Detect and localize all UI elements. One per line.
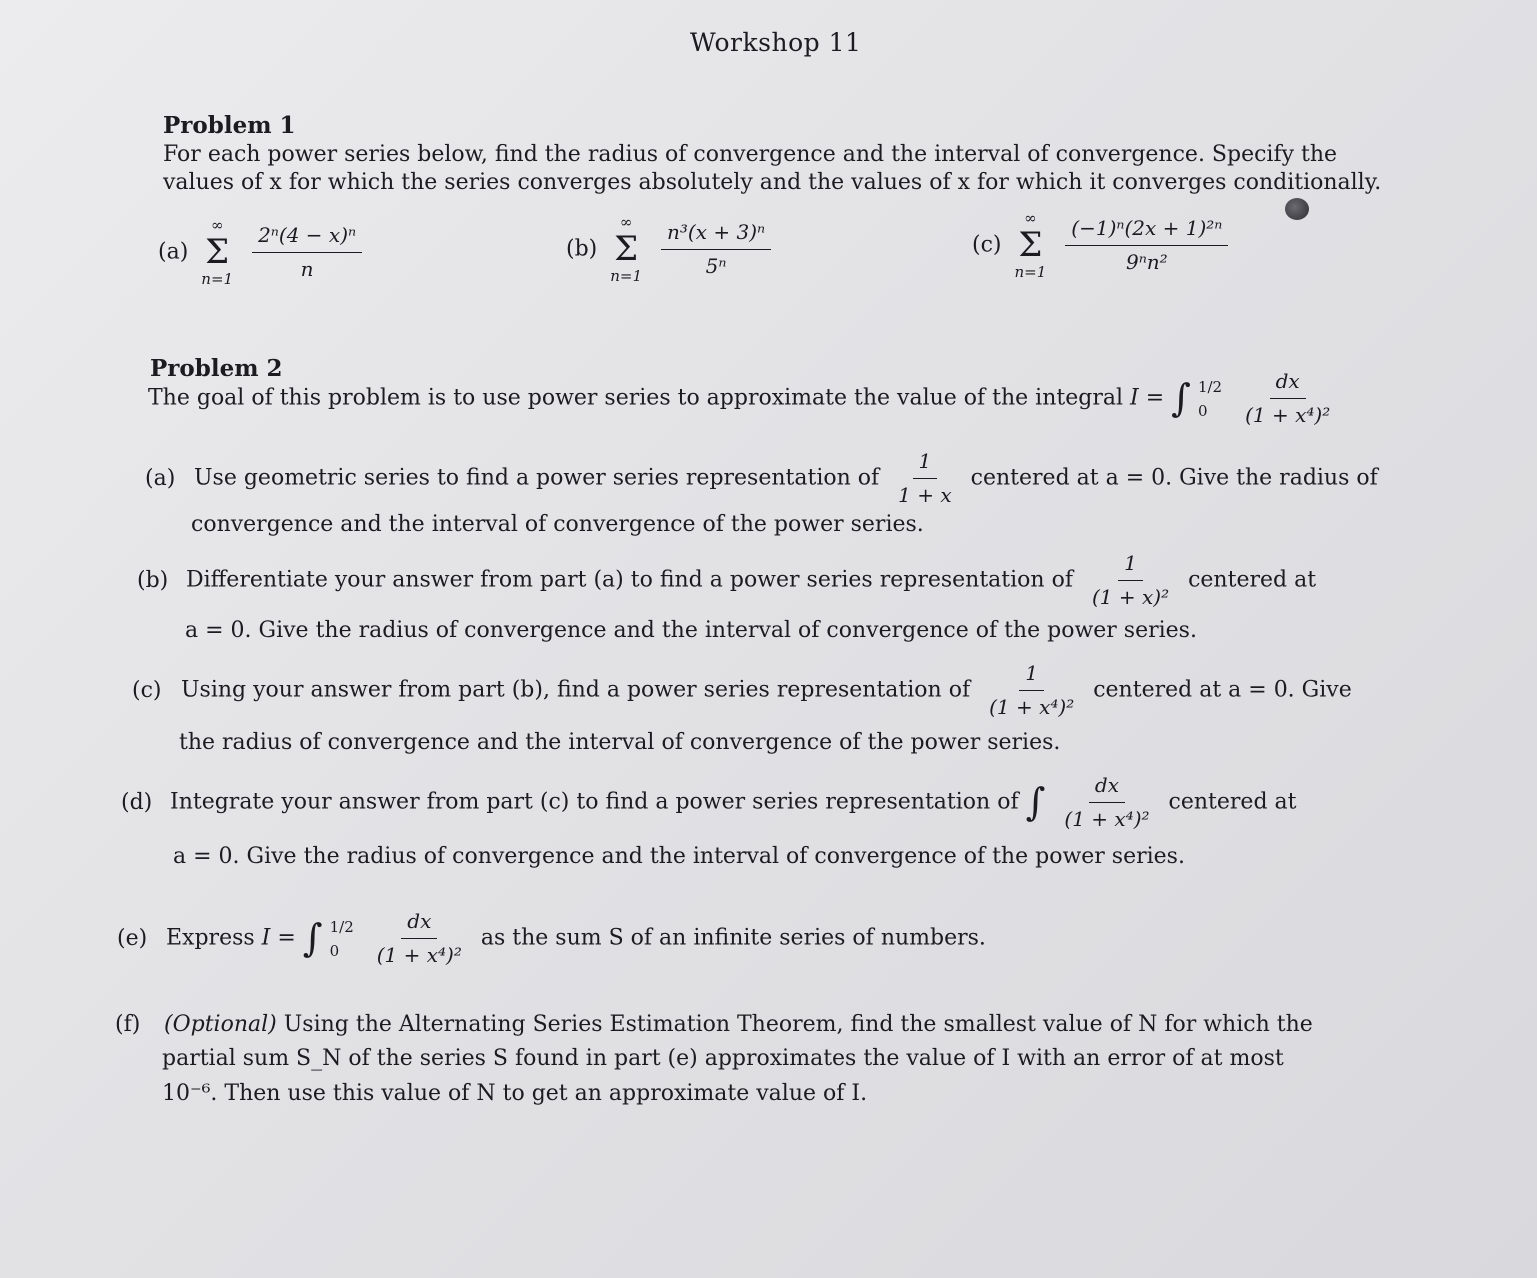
intro-text: The goal of this problem is to use power series to approximate the value of the integral <box>148 385 1124 411</box>
problem-1-part-b <box>566 212 777 287</box>
series-term <box>252 222 362 283</box>
denominator: (1 + x⁴)² <box>376 943 462 967</box>
fraction <box>371 908 468 969</box>
problem-1-heading: Problem 1 <box>163 112 296 139</box>
part-text-after: centered at <box>1188 567 1317 593</box>
denominator: (1 + x⁴)² <box>989 695 1075 719</box>
part-label: (f) <box>115 1012 141 1037</box>
part-text-after: as the sum S of an infinite series of numbers. <box>480 925 986 951</box>
integrand <box>1239 368 1336 429</box>
series-term <box>661 219 771 280</box>
sum-upper: ∞ <box>210 216 224 234</box>
problem-2-part-a <box>145 448 1378 509</box>
part-label: (e) <box>117 925 148 951</box>
integral-sign: ∫ <box>1025 779 1046 824</box>
sigma-symbol: Σ <box>614 229 639 270</box>
fraction <box>892 448 957 509</box>
part-label: (c) <box>132 677 162 703</box>
integral-lhs: I = <box>1130 385 1165 411</box>
integral-sign: ∫ <box>302 915 323 960</box>
problem-2-part-d <box>121 772 1296 833</box>
denominator: n <box>300 256 314 281</box>
part-label: (b) <box>137 567 169 593</box>
fraction <box>1086 550 1175 611</box>
part-text: Express <box>166 925 255 951</box>
lower-limit: 0 <box>1197 401 1208 420</box>
problem-2-part-b <box>137 550 1316 611</box>
numerator: 1 <box>1118 550 1143 581</box>
series-term <box>1065 215 1228 276</box>
part-text: Integrate your answer from part (c) to find a power series representation of <box>170 789 1019 815</box>
part-text: Using the Alternating Series Estimation Theorem, find the smallest value of N for which the <box>283 1012 1313 1037</box>
problem-2-part-c-line2: the radius of convergence and the interval of convergence of the power series. <box>179 730 1061 755</box>
part-text-after: centered at a = 0. Give the radius of <box>970 465 1378 491</box>
ink-blot <box>1285 198 1309 220</box>
page-title: Workshop 11 <box>690 28 862 57</box>
denominator: (1 + x⁴)² <box>1064 807 1150 831</box>
sum-lower: n=1 <box>201 270 234 289</box>
problem-2-part-b-line2: a = 0. Give the radius of convergence and the interval of convergence of the power series. <box>185 618 1197 643</box>
numerator: dx <box>1089 772 1125 803</box>
problem-2-part-d-line2: a = 0. Give the radius of convergence and the interval of convergence of the power series. <box>173 844 1185 869</box>
upper-limit: 1/2 <box>329 917 354 936</box>
sigma-symbol: Σ <box>205 232 230 273</box>
problem-2-part-f-line3: 10⁻⁶. Then use this value of N to get an approximate value of I. <box>162 1081 868 1106</box>
summation <box>610 212 642 287</box>
part-text-after: centered at <box>1168 789 1297 815</box>
denominator: 1 + x <box>898 483 952 507</box>
problem-1-intro-line2: values of x for which the series converges absolutely and the values of x for which it converges conditionally. <box>163 170 1382 195</box>
problem-2-part-f-line2: partial sum S_N of the series S found in part (e) approximates the value of I with an error of at most <box>162 1046 1284 1071</box>
part-text: Use geometric series to find a power series representation of <box>194 465 880 491</box>
denominator: (1 + x⁴)² <box>1245 403 1331 427</box>
integral-limits <box>330 915 354 963</box>
numerator: dx <box>1270 368 1306 399</box>
problem-2-intro <box>148 368 1342 429</box>
part-text-after: centered at a = 0. Give <box>1093 677 1352 703</box>
part-text: Differentiate your answer from part (a) to find a power series representation of <box>186 567 1073 593</box>
numerator: dx <box>401 908 437 939</box>
integral-sign: ∫ <box>1171 375 1191 420</box>
sum-lower: n=1 <box>1014 263 1047 282</box>
problem-1-part-c <box>972 208 1234 283</box>
problem-1-intro-line1: For each power series below, find the radius of convergence and the interval of convergence. Specify the <box>163 142 1338 167</box>
numerator: (−1)ⁿ(2x + 1)²ⁿ <box>1065 215 1228 246</box>
part-label: (c) <box>972 232 1002 258</box>
numerator: 1 <box>913 448 938 479</box>
problem-2-part-a-line2: convergence and the interval of convergence of the power series. <box>191 512 924 537</box>
problem-2-heading: Problem 2 <box>150 355 283 382</box>
sum-upper: ∞ <box>619 213 633 231</box>
summation <box>201 215 233 290</box>
part-label: (a) <box>145 465 176 491</box>
part-label: (d) <box>121 789 153 815</box>
integral-lhs: I = <box>261 925 296 951</box>
optional-tag: (Optional) <box>164 1012 277 1037</box>
problem-2-part-e <box>117 908 986 969</box>
problem-2-part-c <box>132 660 1352 721</box>
sigma-symbol: Σ <box>1018 225 1043 266</box>
problem-1-part-a <box>158 215 368 290</box>
part-label: (b) <box>566 236 598 262</box>
fraction <box>1058 772 1155 833</box>
integral-limits <box>1198 375 1222 423</box>
numerator: n³(x + 3)ⁿ <box>661 219 771 250</box>
fraction <box>983 660 1080 721</box>
sum-upper: ∞ <box>1024 209 1037 227</box>
part-label: (a) <box>158 239 189 265</box>
upper-limit: 1/2 <box>1197 377 1223 396</box>
problem-2-part-f <box>115 1010 1313 1040</box>
summation <box>1015 208 1047 283</box>
numerator: 1 <box>1019 660 1044 691</box>
numerator: 2ⁿ(4 − x)ⁿ <box>252 222 362 253</box>
sum-lower: n=1 <box>610 267 643 286</box>
denominator: (1 + x)² <box>1091 585 1170 609</box>
part-text: Using your answer from part (b), find a power series representation of <box>181 677 971 703</box>
denominator: 9ⁿn² <box>1125 249 1168 274</box>
denominator: 5ⁿ <box>705 253 727 278</box>
lower-limit: 0 <box>329 941 340 960</box>
